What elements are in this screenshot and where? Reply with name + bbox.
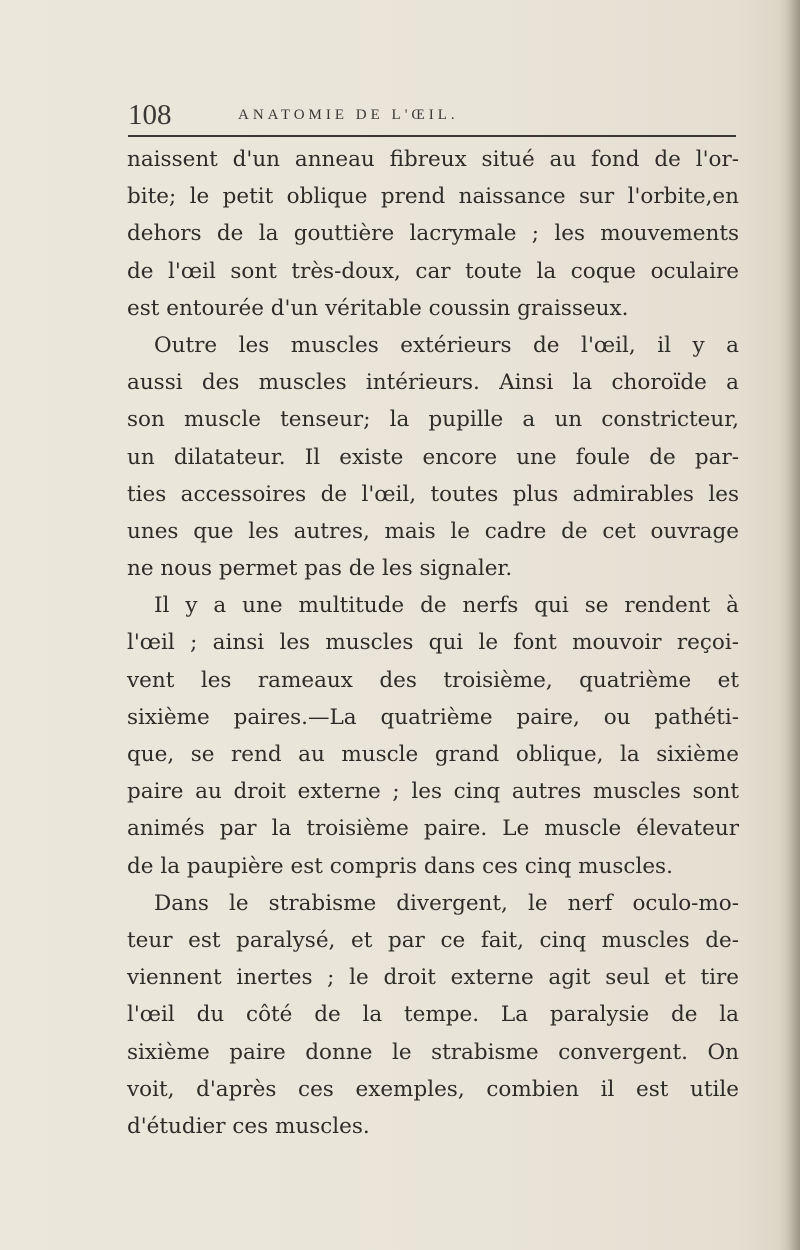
text-line: Outre les muscles extérieurs de l'œil, il y a [154,332,739,358]
text-line: de la paupière est compris dans ces cinq muscles. [127,853,673,879]
text-line: viennent inertes ; le droit externe agit seul et tire [127,965,739,991]
text-line: dehors de la gouttière lacrymale ; les mouvements [127,221,739,247]
text-line: aussi des muscles intérieurs. Ainsi la choroïde a [127,370,739,396]
text-line: un dilatateur. Il existe encore une foule de par- [127,444,739,470]
text-line: voit, d'après ces exemples, combien il est utile [127,1076,739,1102]
page-edge-shadow [778,0,800,1250]
text-line: de l'œil sont très-doux, car toute la coque oculaire [127,258,739,284]
text-line: Dans le strabisme divergent, le nerf oculo-mo- [154,890,739,916]
text-line: unes que les autres, mais le cadre de cet ouvrage [127,518,739,544]
running-head: ANATOMIE DE L'ŒIL. [238,107,459,123]
text-line: bite; le petit oblique prend naissance sur l'orbite,en [127,184,739,210]
page-number: 108 [128,99,172,131]
text-line: animés par la troisième paire. Le muscle élevateur [127,816,739,842]
text-line: sixième paires.—La quatrième paire, ou pathéti- [127,704,739,730]
text-line: que, se rend au muscle grand oblique, la sixième [127,742,739,767]
text-line: sixième paire donne le strabisme convergent. On [127,1039,739,1065]
text-line: teur est paralysé, et par ce fait, cinq muscles de- [127,927,739,953]
page-header [128,97,738,137]
text-line: ties accessoires de l'œil, toutes plus admirables les [127,481,739,507]
text-line: l'œil du côté de la tempe. La paralysie de la [127,1002,739,1028]
text-line: l'œil ; ainsi les muscles qui le font mouvoir reçoi- [127,630,739,656]
text-line: ne nous permet pas de les signaler. [127,556,513,582]
body-text [127,141,739,1145]
text-line: vent les rameaux des troisième, quatrième et [127,667,739,693]
text-line: d'étudier ces muscles. [127,1113,370,1139]
text-line: naissent d'un anneau fibreux situé au fond de l'or- [127,147,739,172]
header-rule [128,135,736,137]
text-line: son muscle tenseur; la pupille a un constricteur, [127,407,739,433]
text-line: paire au droit externe ; les cinq autres muscles sont [127,779,739,805]
text-line: Il y a une multitude de nerfs qui se rendent à [154,593,739,619]
text-line: est entourée d'un véritable coussin graisseux. [127,295,629,321]
